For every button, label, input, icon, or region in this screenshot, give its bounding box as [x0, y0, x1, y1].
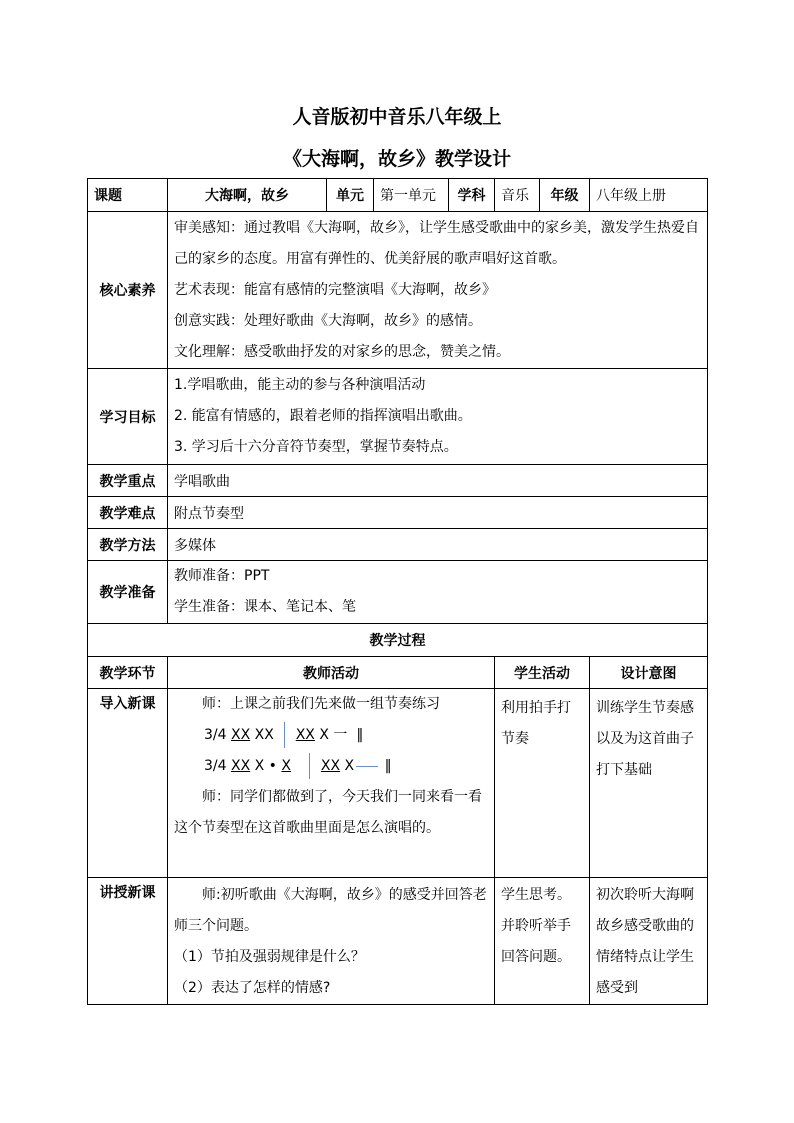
barline — [309, 753, 310, 779]
rhythm2-d: XX — [320, 758, 341, 774]
process-header-row — [88, 657, 708, 689]
process-title-row — [88, 624, 708, 657]
core-row — [88, 212, 708, 369]
rhythm2-a: XX — [230, 758, 251, 774]
topic-value: 大海啊，故乡 — [168, 179, 327, 212]
col-teacher: 教师活动 — [168, 657, 495, 689]
goals-content — [168, 369, 708, 465]
rhythm2-meter: 3/4 — [204, 758, 227, 774]
lecture-student: 学生思考。并聆听举手回答问题。 — [495, 878, 590, 1005]
core-line-2: 艺术表现：能富有感情的完整演唱《大海啊，故乡》 — [174, 281, 496, 298]
grade-label: 年级 — [540, 179, 590, 212]
rhythm-line-1 — [174, 720, 488, 751]
prep-student: 学生准备：课本、笔记本、笔 — [174, 599, 356, 615]
prep-teacher: 教师准备：PPT — [174, 568, 270, 584]
rhythm-line-2 — [174, 751, 488, 782]
header-row — [88, 179, 708, 212]
difficulty-value: 附点节奏型 — [168, 497, 708, 529]
goals-line-2: 2. 能富有情感的，跟着老师的指挥演唱出歌曲。 — [174, 408, 472, 424]
core-label: 核心素养 — [88, 212, 168, 369]
intro-teacher-line2: 师：同学们都做到了，今天我们一同来看一看这个节奏型在这首歌曲里面是怎么演唱的。 — [174, 789, 482, 836]
rhythm2-end: ‖ — [384, 758, 392, 774]
rhythm1-meter: 3/4 — [204, 727, 227, 743]
process-title: 教学过程 — [88, 624, 708, 657]
intro-student: 利用拍手打节奏 — [495, 689, 590, 878]
goals-label: 学习目标 — [88, 369, 168, 465]
barline — [284, 722, 285, 748]
lecture-q2: （2）表达了怎样的情感? — [174, 980, 331, 996]
lecture-teacher-line1: 师:初听歌曲《大海啊，故乡》的感受并回答老师三个问题。 — [174, 887, 487, 934]
rhythm1-d: X — [319, 727, 329, 743]
key-point-value: 学唱歌曲 — [168, 465, 708, 497]
goals-line-1: 1.学唱歌曲，能主动的参与各种演唱活动 — [174, 377, 426, 393]
unit-value: 第一单元 — [374, 179, 449, 212]
unit-label: 单元 — [327, 179, 374, 212]
rhythm1-e: 一 — [333, 727, 348, 743]
key-point-row — [88, 465, 708, 497]
lecture-stage: 讲授新课 — [88, 878, 168, 1005]
lecture-q1: （1）节拍及强弱规律是什么？ — [174, 949, 365, 965]
core-content — [168, 212, 708, 369]
core-line-3: 创意实践：处理好歌曲《大海啊，故乡》的感情。 — [174, 312, 482, 329]
core-line-1: 审美感知：通过教唱《大海啊，故乡》，让学生感受歌曲中的家乡美，激发学生热爱自己的家乡的态度。用富有弹性的、优美舒展的歌声唱好这首歌。 — [174, 219, 699, 267]
doc-title-line2: 《大海啊，故乡》教学设计 — [282, 148, 511, 170]
method-row — [88, 529, 708, 561]
rhythm1-b: XX — [254, 727, 274, 743]
topic-label: 课题 — [88, 179, 168, 212]
prep-content — [168, 561, 708, 624]
lecture-row — [88, 878, 708, 1005]
grade-value: 八年级上册 — [590, 179, 708, 212]
rhythm1-a: XX — [230, 727, 251, 743]
col-stage: 教学环节 — [88, 657, 168, 689]
intro-row — [88, 689, 708, 878]
goals-row — [88, 369, 708, 465]
intro-teacher-line1: 师：上课之前我们先来做一组节奏练习 — [202, 696, 440, 712]
lecture-teacher — [168, 878, 495, 1005]
tie-line — [356, 766, 378, 767]
prep-label: 教学准备 — [88, 561, 168, 624]
rhythm2-b: X — [254, 758, 265, 774]
lecture-intent: 初次聆听大海啊故乡感受歌曲的情绪特点让学生感受到 — [590, 878, 708, 1005]
core-line-4: 文化理解：感受歌曲抒发的对家乡的思念，赞美之情。 — [174, 343, 510, 360]
rhythm1-end: ‖ — [356, 727, 364, 743]
method-label: 教学方法 — [88, 529, 168, 561]
col-intent: 设计意图 — [590, 657, 708, 689]
prep-row — [88, 561, 708, 624]
difficulty-label: 教学难点 — [88, 497, 168, 529]
lesson-plan-table — [87, 178, 708, 1005]
rhythm1-c: XX — [295, 727, 315, 743]
doc-title-line1: 人音版初中音乐八年级上 — [292, 106, 502, 128]
rhythm2-dot: • — [268, 758, 277, 774]
subject-label: 学科 — [449, 179, 495, 212]
subject-value: 音乐 — [495, 179, 540, 212]
difficulty-row — [88, 497, 708, 529]
rhythm2-e: X — [344, 758, 355, 774]
intro-stage: 导入新课 — [88, 689, 168, 878]
method-value: 多媒体 — [168, 529, 708, 561]
intro-teacher — [168, 689, 495, 878]
intro-intent: 训练学生节奏感以及为这首曲子打下基础 — [590, 689, 708, 878]
key-point-label: 教学重点 — [88, 465, 168, 497]
rhythm2-c: X — [281, 758, 291, 774]
goals-line-3: 3. 学习后十六分音符节奏型，掌握节奏特点。 — [174, 439, 458, 455]
col-student: 学生活动 — [495, 657, 590, 689]
